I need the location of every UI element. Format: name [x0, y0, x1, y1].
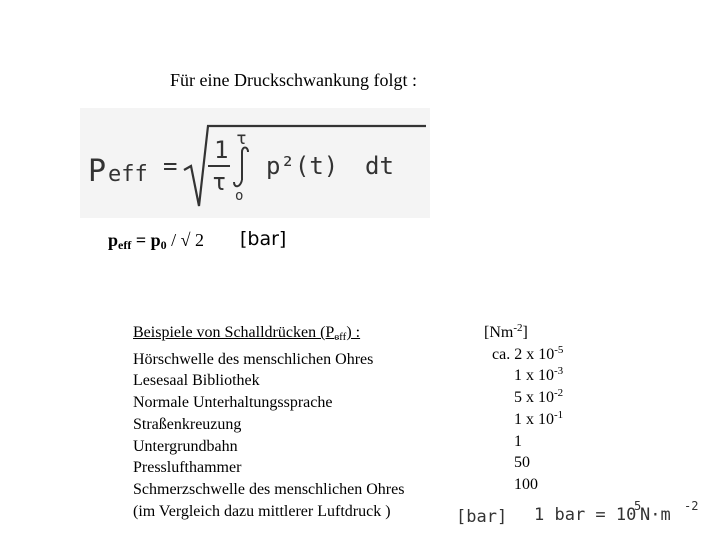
- integrand: p²(t): [266, 152, 339, 180]
- value-row: ca. 2 x $10^{-5}$: [492, 343, 564, 363]
- bar-definition: [448, 490, 714, 534]
- value-row: 5 x $10^{-2}$: [514, 387, 564, 407]
- examples-heading: Beispiele von Schalldrücken $(P_{eff})$ :: [133, 324, 361, 343]
- list-item: Hörschwelle des menschlichen Ohres: [133, 350, 374, 368]
- list-item: Schmerzschwelle des menschlichen Ohres: [133, 480, 405, 498]
- values-unit-header: $[Nm^{-2}]$: [484, 322, 528, 341]
- footer-exp-neg2: -2: [684, 499, 699, 513]
- footer-equation: 1 bar = 10: [534, 505, 637, 525]
- value-row: 1 x $10^{-3}$: [514, 365, 564, 385]
- list-item: Presslufthammer: [133, 459, 242, 477]
- fraction-numerator: 1: [214, 136, 229, 164]
- values-column: [480, 322, 590, 496]
- peff-sub: eff: [118, 238, 132, 252]
- peff-relation: [108, 230, 204, 253]
- list-item: Lesesaal Bibliothek: [133, 372, 260, 390]
- footer-exp-5: 5: [634, 499, 642, 513]
- value-row: 100: [514, 475, 538, 493]
- integral-upper-limit: τ: [236, 128, 247, 149]
- value-row: 50: [514, 454, 530, 472]
- value-row: 1 x $10^{-1}$: [514, 408, 564, 428]
- formula-lhs-sub: eff: [108, 162, 148, 187]
- formula-image: [80, 108, 430, 218]
- integral-sign: [234, 148, 248, 187]
- formula-equals: =: [163, 152, 178, 180]
- bar-unit-label: [bar]: [240, 228, 287, 250]
- fraction-denominator: τ: [212, 168, 227, 196]
- differential-dt: dt: [365, 152, 394, 180]
- list-item: Normale Unterhaltungssprache: [133, 394, 333, 412]
- peff-p: p: [108, 230, 119, 250]
- value-row: 1: [514, 432, 522, 450]
- peff-tail: / √ 2: [166, 230, 205, 250]
- peff-rest: = p: [131, 230, 161, 250]
- footer-nm: N·m: [640, 505, 671, 525]
- formula-lhs-p: P: [88, 154, 107, 189]
- footer-bar-unit: [bar]: [456, 507, 508, 527]
- examples-list: [133, 322, 404, 522]
- intro-text: Für eine Druckschwankung folgt :: [170, 70, 417, 90]
- list-item: Straßenkreuzung: [133, 415, 242, 433]
- list-item: (im Vergleich dazu mittlerer Luftdruck ): [133, 502, 391, 520]
- peff-integral-formula: [80, 108, 430, 218]
- integral-lower-limit: o: [235, 188, 244, 204]
- list-item: Untergrundbahn: [133, 437, 238, 455]
- peff-zero-sub: 0: [160, 238, 167, 252]
